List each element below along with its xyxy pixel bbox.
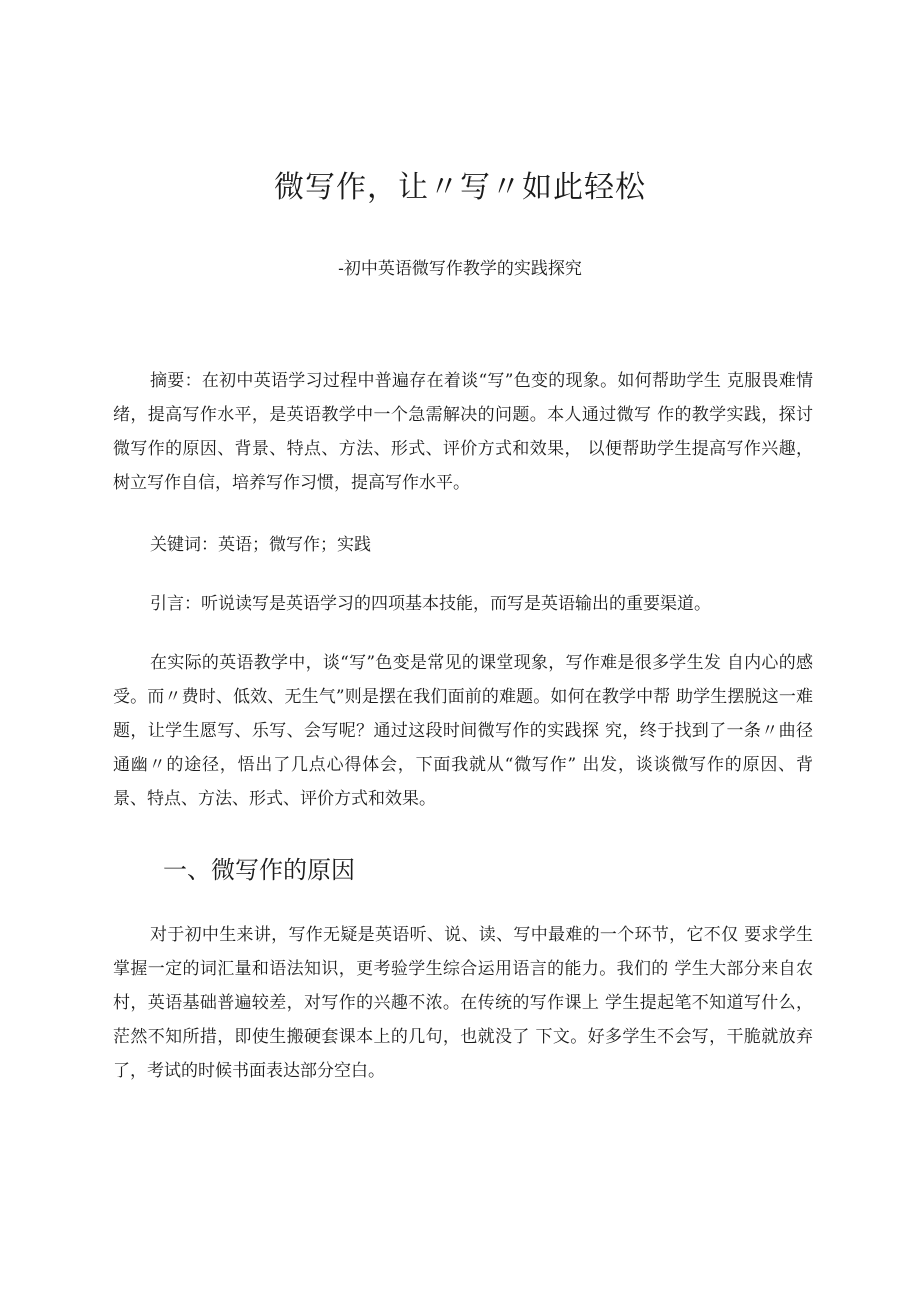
section-1-paragraph: 对于初中生来讲，写作无疑是英语听、说、读、写中最难的一个环节，它不仅 要求学生掌握一定的词汇量和语法知识，更考验学生综合运用语言的能力。我们的 学生大部分来自农村，英语基础普遍较差，对写作的兴趣不浓。在传统的写作课上 学生提起笔不知道写什么，茫然不知所措，即使生搬硬套课本上的几句，也就没了 下文。好多学生不会写，干脆就放弃了，考试的时候书面表达部分空白。 xyxy=(113,925,813,1081)
abstract-paragraph: 摘要：在初中英语学习过程中普遍存在着谈“写”色变的现象。如何帮助学生 克服畏难情绪，提高写作水平，是英语教学中一个急需解决的问题。本人通过微写 作的教学实践，探讨微写作的原因、背景、特点、方法、形式、评价方式和效果， 以便帮助学生提高写作兴趣，树立写作自信，培养写作习惯，提高写作水平。 xyxy=(113,371,813,493)
section-heading-1: 一、微写作的原因 xyxy=(163,856,355,884)
keywords-paragraph: 关键词：英语；微写作；实践 xyxy=(150,535,371,555)
intro-paragraph: 引言：听说读写是英语学习的四项基本技能，而写是英语输出的重要渠道。 xyxy=(150,594,711,614)
body-paragraph-1: 在实际的英语教学中，谈“写”色变是常见的课堂现象，写作难是很多学生发 自内心的感受。而〃费时、低效、无生气”则是摆在我们面前的难题。如何在教学中帮 助学生摆脱这一难题，让学生愿写、乐写、会写呢？通过这段时间微写作的实践探 究，终于找到了一条〃曲径通幽〃的途径，悟出了几点心得体会，下面我就从“微写作” 出发，谈谈微写作的原因、背景、特点、方法、形式、评价方式和效果。 xyxy=(113,653,813,809)
document-subtitle: -初中英语微写作教学的实践探究 xyxy=(338,259,582,279)
document-title: 微写作，让〃写〃如此轻松 xyxy=(274,170,646,205)
